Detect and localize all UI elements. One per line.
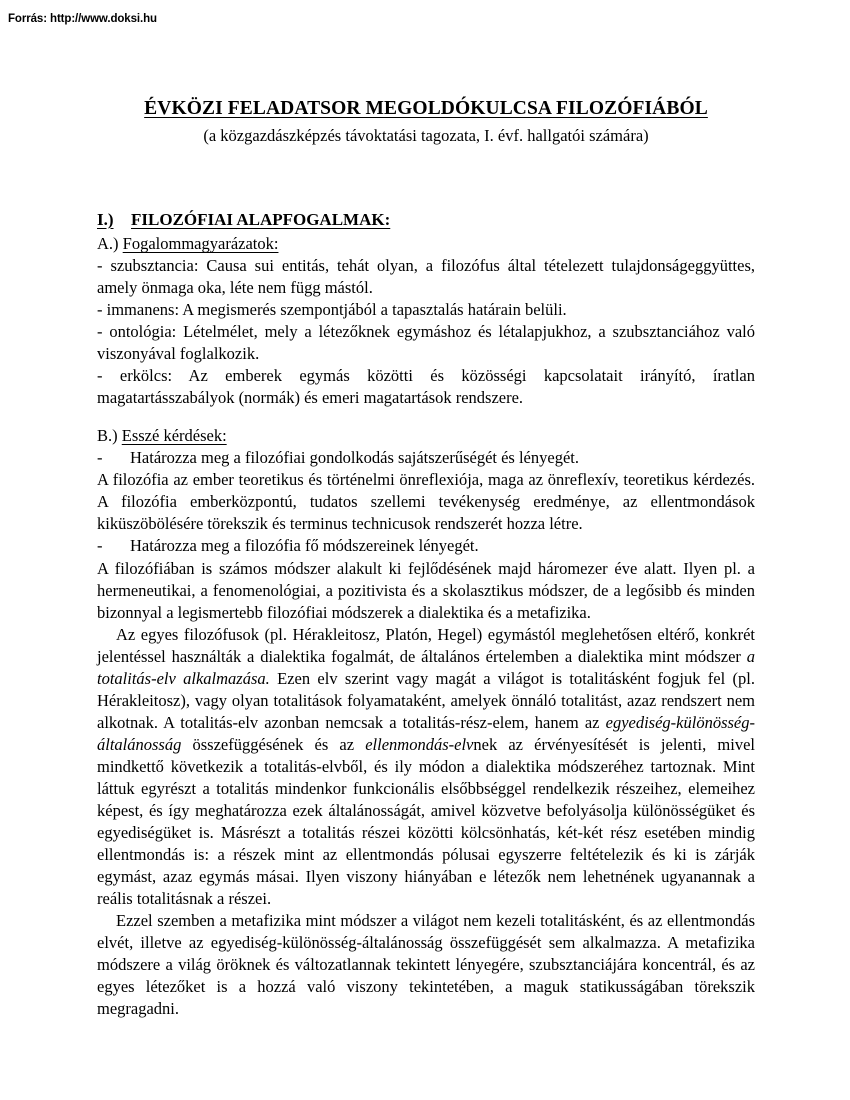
section-title: FILOZÓFIAI ALAPFOGALMAK: — [131, 210, 391, 229]
essay-question-answer: A filozófiában is számos módszer alakult ki fejlődésének majd háromezer éve alatt. Ilyen pl. a hermeneutikai, a fenomenológiai, a pozitivista és a skolasztikus módszer, de a legősibb és minden bizonnyal a legismertebb filozófiai módszerek a dialektika és a metafizika. — [97, 558, 755, 622]
subsection-b-label: B.) — [97, 426, 118, 446]
body-paragraph-dialectics — [97, 624, 755, 910]
text-run-3: egyediség-különösség-általánosság — [97, 712, 755, 754]
subsection-a-label: A.) — [97, 234, 119, 254]
text-run-0: Az egyes filozófusok (pl. Hérakleitosz, Platón, Hegel) egymástól meglehetősen eltérő, konkrét jelentéssel használták a dialektika fogalmát, de általános értelemben a dialektika mint módszer — [97, 624, 755, 666]
subsection-b-title: Esszé kérdések: — [121, 426, 227, 446]
section-heading — [97, 209, 755, 231]
document-body — [97, 0, 755, 1020]
text-run-0: Ezzel szemben a metafizika mint módszer a világot nem kezeli totalitásként, és az ellentmondás elvét, illetve az egyediség-különösség-általánosság összefüggését sem alkalmazza. A metafizika módszere a világ öröknek és változatlannak tekintett lényegére, szubsztanciájára koncentrál, és az egyes létezőket is a hozzá való viszony tekintetében, a maguk statikusságában törekszik megragadni. — [97, 910, 755, 1018]
essay-question-answer: A filozófia az ember teoretikus és történelmi önreflexiója, maga az önreflexív, teoretikus kérdezés. A filozófia emberközpontú, tudatos szellemi tevékenység eredménye, az ellentmondások kiküszöbölésére törekszik és terminus technicusok rendszerét hozza létre. — [97, 470, 755, 534]
section-number: I.) — [97, 210, 114, 229]
source-watermark: Forrás: http://www.doksi.hu — [8, 13, 157, 25]
text-run-1: a totalitás-elv alkalmazása. — [97, 646, 755, 688]
subsection-a-title: Fogalommagyarázatok: — [122, 234, 279, 254]
definition-item: - ontológia: Lételmélet, mely a létezőknek egymáshoz és létalapjukhoz, a szubsztanciához való viszonyával foglalkozik. — [97, 322, 755, 364]
definition-item: - immanens: A megismerés szempontjából a tapasztalás határain belüli. — [97, 300, 567, 320]
title-block — [97, 97, 755, 147]
subsection-b-heading — [97, 425, 755, 447]
definition-item: - erkölcs: Az emberek egymás közötti és közösségi kapcsolatait irányító, íratlan magatartásszabályok (normák) és emeri magatartások rendszere. — [97, 366, 755, 408]
page-subtitle: (a közgazdászképzés távoktatási tagozata, I. évf. hallgatói számára) — [203, 126, 649, 146]
body-paragraph-metaphysics — [97, 910, 755, 1020]
essay-question-prompt: - Határozza meg a filozófiai gondolkodás sajátszerűségét és lényegét. — [97, 448, 579, 468]
text-run-5: ellenmondás-elv — [365, 734, 474, 754]
essay-question-prompt: - Határozza meg a filozófia fő módszereinek lényegét. — [97, 536, 479, 556]
text-run-6: nek az érvényesítését is jelenti, mivel mindkettő következik a totalitás-elvből, és ily módon a dialektika módszeréhez tartoznak. Mint láttuk egyrészt a totalitás mindenkor funkcionális elsőbbséggel rendelkezik részeihez, elemeihez képest, és így meghatározza ezek általánosságát, amivel közvetve befolyásolja különösségüket és egyediségüket is. Másrészt a totalitás részei közötti kölcsönhatás, két-két rész esetében mindig ellentmondás is: a részek mint az ellentmondás pólusai egyszerre feltételezik és ki is zárják egymást, azaz egymás másai. Ilyen viszony hiányában e létezők nem lehetnének ugyanannak a reális totalitásnak a részei. — [97, 734, 755, 908]
text-run-2: Ezen elv szerint vagy magát a világot is totalitásként fogjuk fel (pl. Hérakleitosz), vagy olyan totalitások folyamataként, amelyek önnáló totalitást, azaz rendszert nem alkotnak. A totalitás-elv azonban nemcsak a totalitás-rész-elem, hanem az — [97, 668, 755, 732]
definition-item: - szubsztancia: Causa sui entitás, tehát olyan, a filozófus által tételezett tulajdonságeggyüttes, amely önmaga oka, léte nem függ mástól. — [97, 256, 755, 298]
subsection-a-heading — [97, 233, 755, 255]
page-title: ÉVKÖZI FELADATSOR MEGOLDÓKULCSA FILOZÓFIÁBÓL — [144, 98, 708, 119]
text-run-4: összefüggésének és az — [181, 734, 366, 754]
section-heading-spacer — [114, 210, 131, 229]
